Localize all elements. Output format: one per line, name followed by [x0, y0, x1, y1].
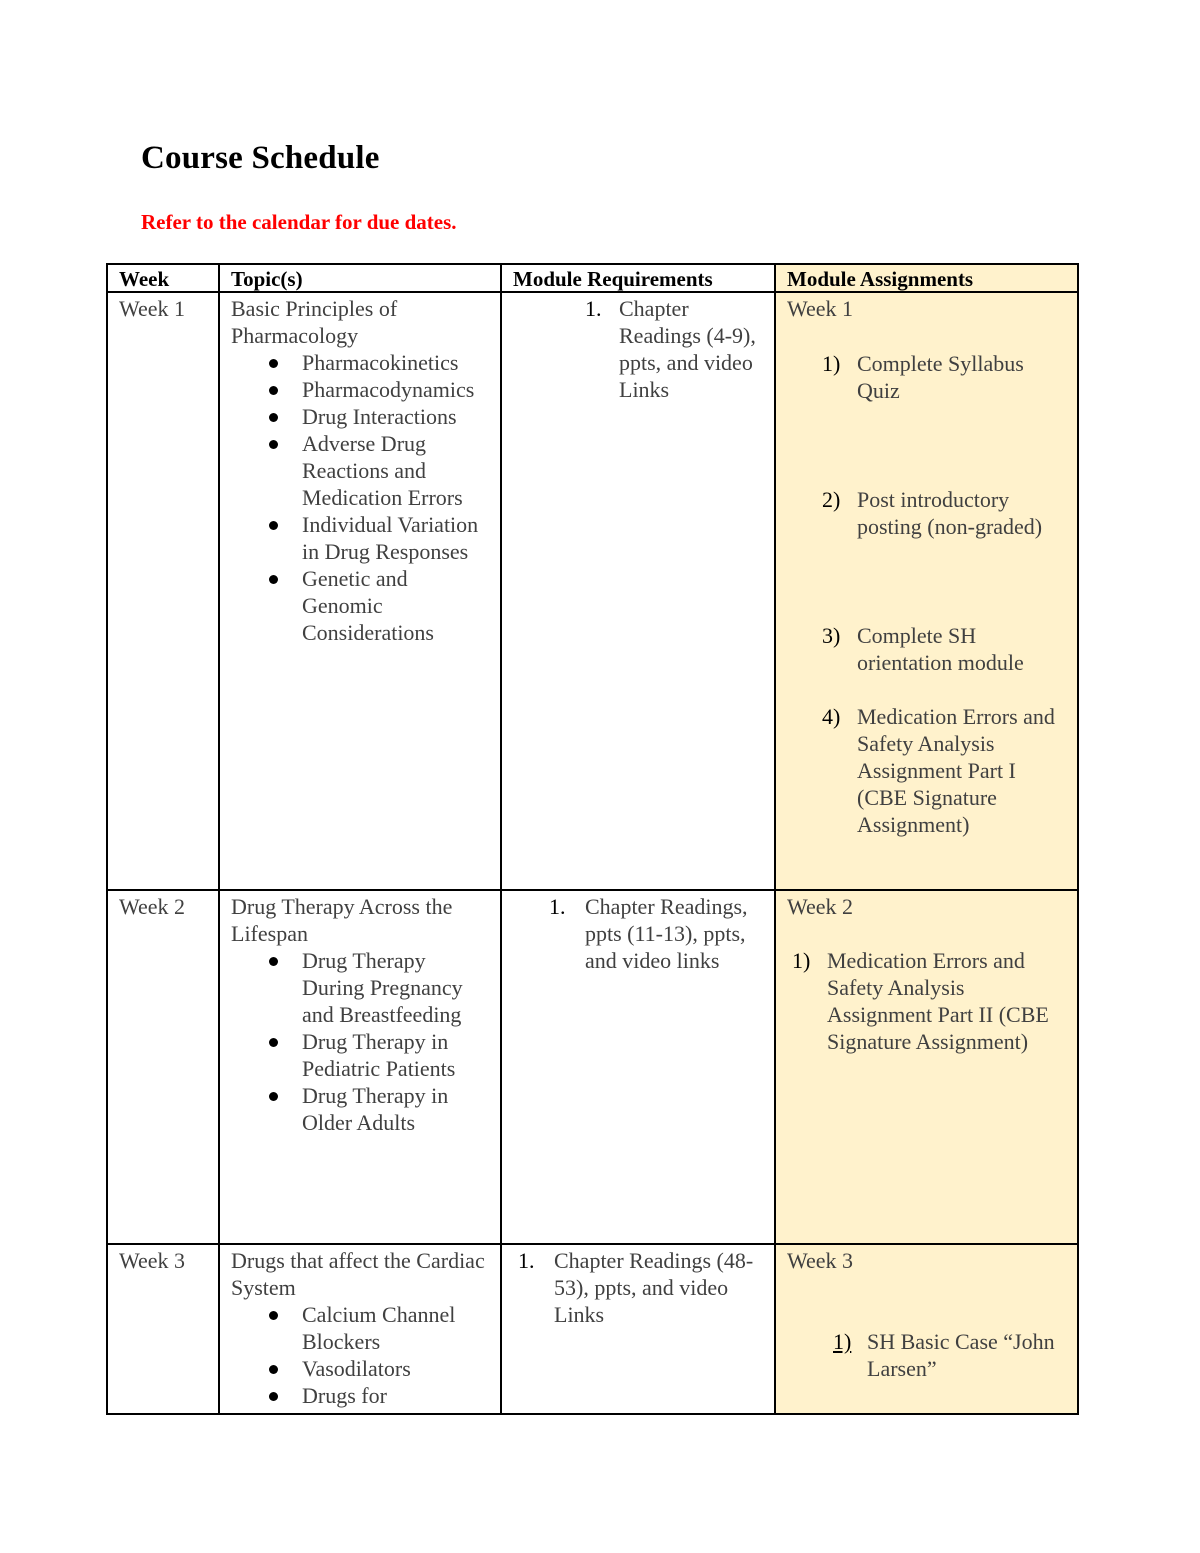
header-topics: Topic(s): [219, 264, 501, 292]
requirement-item: [513, 893, 764, 974]
assignment-item: [787, 703, 1067, 838]
assignment-text: SH Basic Case “John Larsen”: [867, 1329, 1055, 1381]
topic-item: Drug Therapy in Pediatric Patients: [269, 1028, 490, 1082]
assignment-week: Week 1: [787, 296, 854, 321]
list-number: 4): [822, 704, 841, 729]
requirement-item: [513, 295, 764, 403]
topic-title: Drug Therapy Across the Lifespan: [231, 894, 453, 946]
assignment-list: [787, 350, 1067, 838]
week-cell: Week 2: [107, 890, 219, 1244]
topic-item: Individual Variation in Drug Responses: [269, 511, 490, 565]
list-number: 2): [822, 487, 841, 512]
topic-item: Genetic and Genomic Considerations: [269, 565, 490, 646]
header-assignments: Module Assignments: [775, 264, 1078, 292]
assignment-item: [787, 350, 1067, 404]
assignment-week: Week 3: [787, 1248, 854, 1273]
topic-item: Adverse Drug Reactions and Medication Errors: [269, 430, 490, 511]
topic-list: [231, 1301, 490, 1409]
topic-item: Drugs for: [269, 1382, 490, 1409]
topic-item: Pharmacodynamics: [269, 376, 490, 403]
requirement-item: [513, 1247, 764, 1328]
assignment-item: [787, 1328, 1067, 1382]
topic-item: Drug Therapy During Pregnancy and Breastfeeding: [269, 947, 490, 1028]
page-title: Course Schedule: [141, 140, 380, 176]
table-row: [107, 292, 1078, 890]
list-number: 1.: [585, 296, 602, 321]
requirement-list: [513, 1247, 764, 1328]
topic-item: Drug Interactions: [269, 403, 490, 430]
assignment-item: [787, 622, 1067, 676]
requirement-text: Chapter Readings (4-9), ppts, and video Links: [619, 296, 756, 402]
assignment-text: Post introductory posting (non-graded): [857, 487, 1043, 539]
topics-cell: [219, 292, 501, 890]
assignment-week: Week 2: [787, 894, 854, 919]
list-number: 3): [822, 623, 841, 648]
assignments-cell: [775, 890, 1078, 1244]
list-number: 1): [822, 351, 841, 376]
due-dates-note: Refer to the calendar for due dates.: [141, 210, 457, 234]
assignment-text: Medication Errors and Safety Analysis Assignment Part II (CBE Signature Assignment): [827, 948, 1049, 1054]
assignment-text: Complete Syllabus Quiz: [857, 351, 1024, 403]
list-number: 1): [833, 1329, 852, 1354]
header-row: [107, 264, 1078, 292]
topic-item: Calcium Channel Blockers: [269, 1301, 490, 1355]
assignment-text: Medication Errors and Safety Analysis Assignment Part I (CBE Signature Assignment): [857, 704, 1055, 837]
topics-cell: [219, 1244, 501, 1414]
assignment-list: [787, 947, 1067, 1055]
topics-cell: [219, 890, 501, 1244]
requirements-cell: [501, 1244, 775, 1414]
assignment-list: [787, 1328, 1067, 1382]
requirement-list: [513, 893, 764, 974]
list-number: 1.: [549, 894, 566, 919]
course-schedule-table: [106, 263, 1079, 1415]
week-cell: Week 3: [107, 1244, 219, 1414]
assignment-item: [787, 486, 1067, 540]
assignment-text: Complete SH orientation module: [857, 623, 1024, 675]
topic-list: [231, 349, 490, 646]
topic-title: Basic Principles of Pharmacology: [231, 296, 398, 348]
assignment-item: [787, 947, 1067, 1055]
list-number: 1.: [518, 1248, 535, 1273]
requirement-text: Chapter Readings, ppts (11-13), ppts, and video links: [585, 894, 748, 973]
requirements-cell: [501, 292, 775, 890]
list-number: 1): [792, 948, 811, 973]
table-row: [107, 1244, 1078, 1414]
assignments-cell: [775, 1244, 1078, 1414]
topic-item: Pharmacokinetics: [269, 349, 490, 376]
topic-item: Vasodilators: [269, 1355, 490, 1382]
week-cell: Week 1: [107, 292, 219, 890]
topic-title: Drugs that affect the Cardiac System: [231, 1248, 485, 1300]
assignments-cell: [775, 292, 1078, 890]
requirement-text: Chapter Readings (48-53), ppts, and video Links: [554, 1248, 754, 1327]
table-row: [107, 890, 1078, 1244]
topic-item: Drug Therapy in Older Adults: [269, 1082, 490, 1136]
header-week: Week: [107, 264, 219, 292]
requirement-list: [513, 295, 764, 403]
topic-list: [231, 947, 490, 1136]
header-requirements: Module Requirements: [501, 264, 775, 292]
requirements-cell: [501, 890, 775, 1244]
